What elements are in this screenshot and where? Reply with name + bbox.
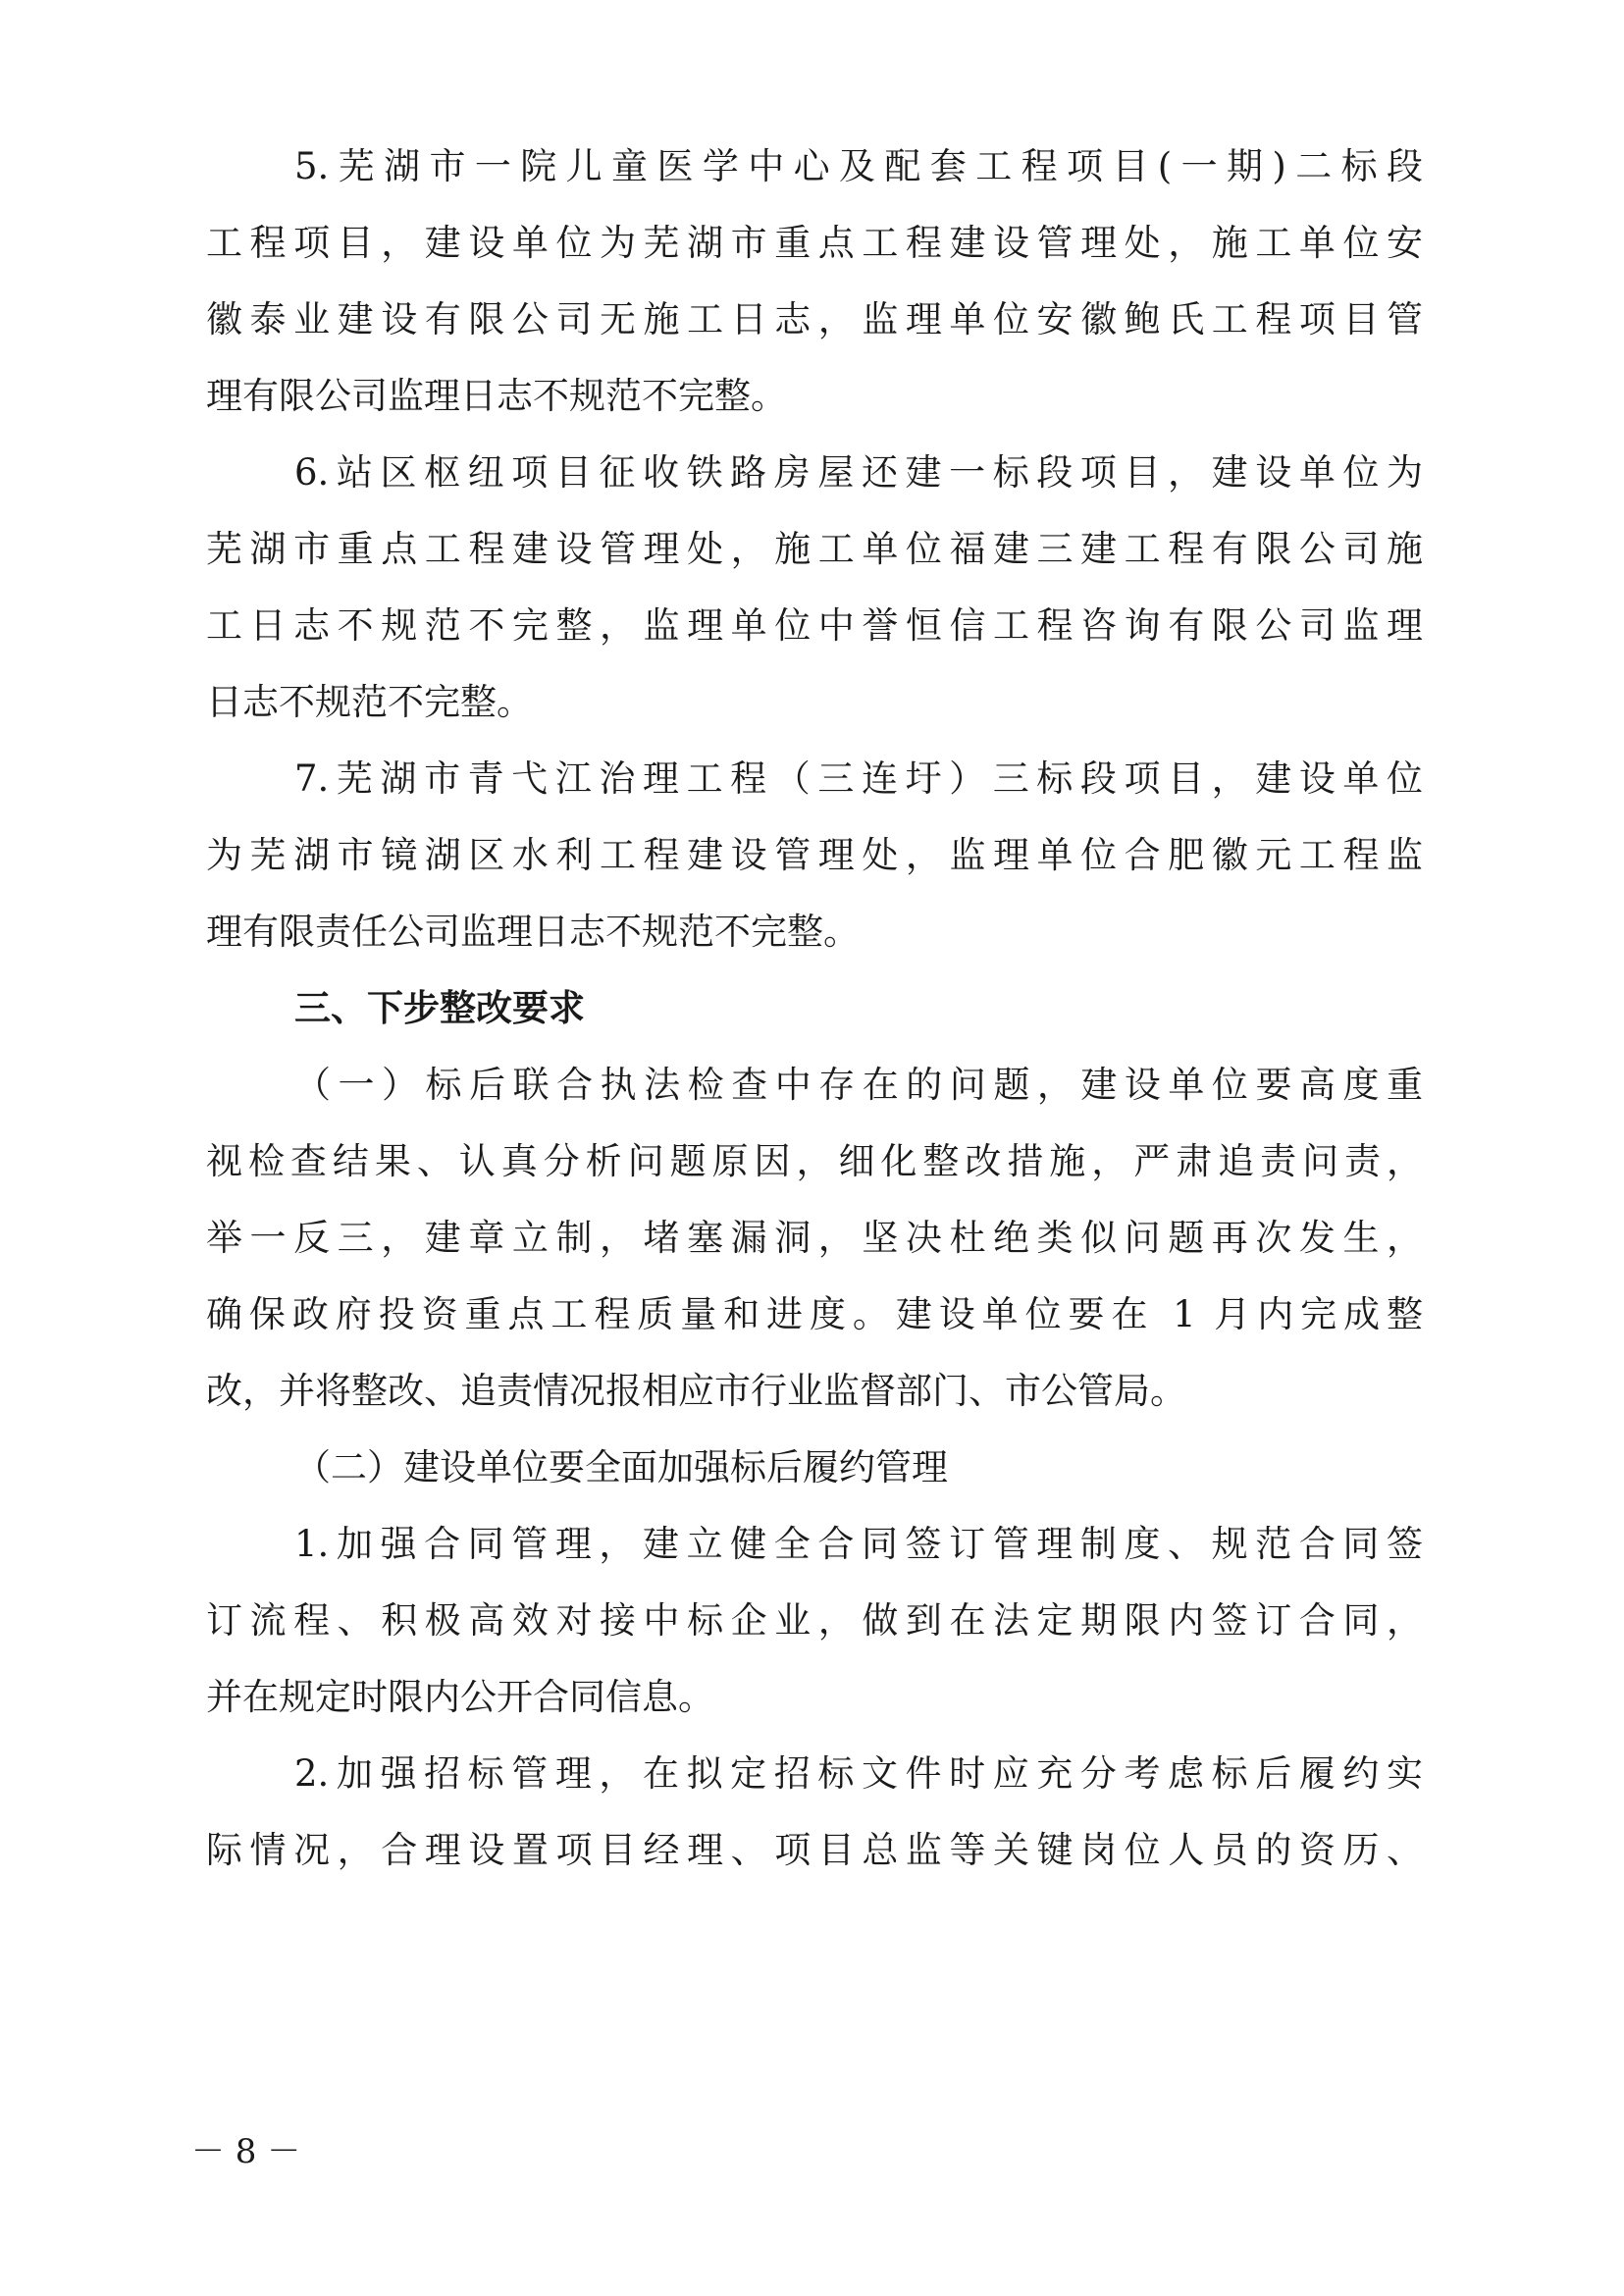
paragraph-line: 日志不规范不完整。 [206, 681, 533, 723]
paragraph-line: 并在规定时限内公开合同信息。 [206, 1676, 714, 1718]
paragraph-line: 视检查结果、认真分析问题原因，细化整改措施，严肃追责问责， [206, 1140, 1423, 1182]
paragraph-line: 5.芜湖市一院儿童医学中心及配套工程项目(一期)二标段 [294, 145, 1423, 187]
paragraph-line: 工日志不规范不完整，监理单位中誉恒信工程咨询有限公司监理 [206, 604, 1423, 647]
paragraph-line: 理有限公司监理日志不规范不完整。 [206, 375, 787, 417]
paragraph-line: 理有限责任公司监理日志不规范不完整。 [206, 911, 860, 953]
paragraph-line: 芜湖市重点工程建设管理处，施工单位福建三建工程有限公司施 [206, 528, 1423, 570]
paragraph-line: 6.站区枢纽项目征收铁路房屋还建一标段项目，建设单位为 [294, 451, 1423, 494]
paragraph-line: 订流程、积极高效对接中标企业，做到在法定期限内签订合同， [206, 1599, 1423, 1642]
paragraph-line: 7.芜湖市青弋江治理工程（三连圩）三标段项目，建设单位 [294, 757, 1423, 800]
paragraph-line: 改，并将整改、追责情况报相应市行业监督部门、市公管局。 [206, 1370, 1186, 1412]
paragraph-line: 徽泰业建设有限公司无施工日志，监理单位安徽鲍氏工程项目管 [206, 298, 1423, 340]
paragraph-line: 确保政府投资重点工程质量和进度。建设单位要在 1 月内完成整 [206, 1293, 1423, 1335]
paragraph-line: 工程项目，建设单位为芜湖市重点工程建设管理处，施工单位安 [206, 222, 1423, 264]
paragraph-line: （一）标后联合执法检查中存在的问题，建设单位要高度重 [294, 1064, 1423, 1106]
paragraph-line: 为芜湖市镜湖区水利工程建设管理处，监理单位合肥徽元工程监 [206, 834, 1423, 876]
paragraph-line: 2.加强招标管理，在拟定招标文件时应充分考虑标后履约实 [294, 1752, 1423, 1795]
subsection-heading: （二）建设单位要全面加强标后履约管理 [294, 1446, 948, 1488]
section-heading: 三、下步整改要求 [294, 987, 585, 1029]
page-number: － 8 － [191, 2132, 301, 2171]
paragraph-line: 际情况，合理设置项目经理、项目总监等关键岗位人员的资历、 [206, 1829, 1423, 1871]
paragraph-line: 1.加强合同管理，建立健全合同签订管理制度、规范合同签 [294, 1523, 1423, 1565]
paragraph-line: 举一反三，建章立制，堵塞漏洞，坚决杜绝类似问题再次发生， [206, 1217, 1423, 1259]
